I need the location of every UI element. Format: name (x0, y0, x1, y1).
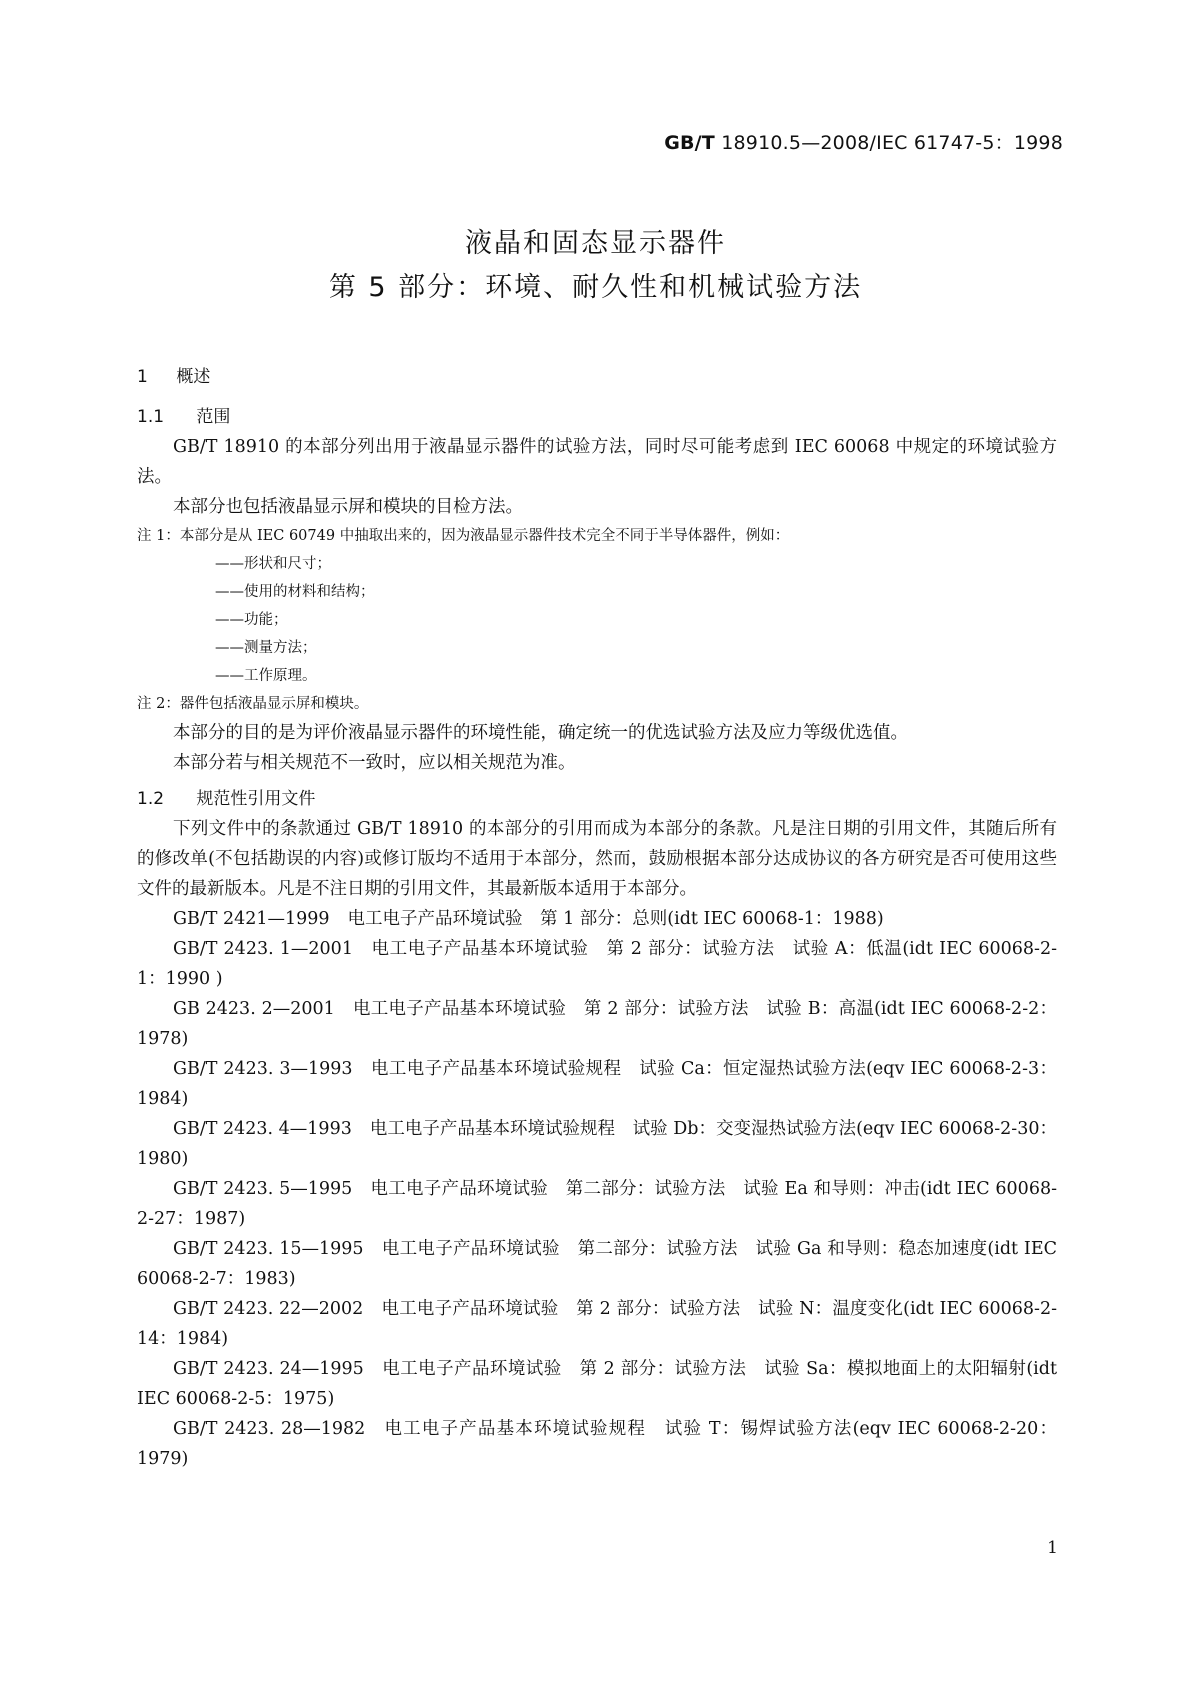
reference-title: 电工电子产品环境试验 第 2 部分：试验方法 试验 Sa：模拟地面上的太阳辐射(idt IEC 60068-2-5：1975) (137, 1359, 1058, 1409)
page-number: 1 (1047, 1538, 1058, 1558)
note-list-item: ——形状和尺寸； (215, 556, 331, 572)
section-heading-1-2 (137, 784, 1057, 814)
note-list-item: ——测量方法； (215, 640, 317, 656)
reference-code: GB/T 2423. 3—1993 (173, 1059, 353, 1079)
reference-list (137, 904, 1057, 1474)
reference-code: GB/T 2423. 28—1982 (173, 1419, 366, 1439)
paragraph-normative-refs: 下列文件中的条款通过 GB/T 18910 的本部分的引用而成为本部分的条款。凡是注日期的引用文件，其随后所有的修改单(不包括勘误的内容)或修订版均不适用于本部分，然而，鼓励根据本部分达成协议的各方研究是否可使用这些文件的最新版本。凡是不注日期的引用文件，其最新版本适用于本部分。 (137, 819, 1057, 899)
standard-code-prefix: GB/T (664, 132, 715, 154)
section-number: 1.1 (137, 407, 165, 427)
note-list-item: ——功能； (215, 612, 288, 628)
note-1-list (137, 550, 1057, 690)
reference-item (137, 994, 1057, 1054)
document-body (137, 362, 1057, 1474)
reference-code: GB/T 2423. 5—1995 (173, 1179, 353, 1199)
reference-code: GB/T 2423. 22—2002 (173, 1299, 364, 1319)
title-line-1: 液晶和固态显示器件 (465, 228, 726, 259)
reference-item (137, 904, 1057, 934)
reference-title: 电工电子产品基本环境试验规程 试验 Db：交变湿热试验方法(eqv IEC 60068-2-30：1980) (137, 1119, 1057, 1169)
reference-item (137, 934, 1057, 994)
section-heading-1-1 (137, 402, 1057, 432)
reference-code: GB/T 2423. 24—1995 (173, 1359, 364, 1379)
note-list-item: ——工作原理。 (215, 668, 317, 684)
document-title (0, 222, 1191, 310)
reference-code: GB/T 2423. 15—1995 (173, 1239, 364, 1259)
paragraph-scope-2: 本部分也包括液晶显示屏和模块的目检方法。 (173, 497, 523, 517)
paragraph-scope-4: 本部分若与相关规范不一致时，应以相关规范为准。 (173, 753, 576, 773)
title-line-2: 第 5 部分：环境、耐久性和机械试验方法 (328, 272, 863, 303)
standard-code-number: 18910.5—2008/IEC 61747-5：1998 (721, 132, 1063, 154)
paragraph-scope-3: 本部分的目的是为评价液晶显示器件的环境性能，确定统一的优选试验方法及应力等级优选值。 (173, 723, 908, 743)
reference-title: 电工电子产品基本环境试验 第 2 部分：试验方法 试验 A：低温(idt IEC 60068-2-1：1990 ) (137, 939, 1058, 989)
reference-title: 电工电子产品基本环境试验规程 试验 Ca：恒定湿热试验方法(eqv IEC 60068-2-3：1984) (137, 1059, 1057, 1109)
note-1: 注 1：本部分是从 IEC 60749 中抽取出来的，因为液晶显示器件技术完全不同于半导体器件，例如： (137, 528, 790, 544)
reference-item (137, 1354, 1057, 1414)
paragraph-scope-1: GB/T 18910 的本部分列出用于液晶显示器件的试验方法，同时尽可能考虑到 IEC 60068 中规定的环境试验方法。 (137, 437, 1057, 487)
reference-item (137, 1414, 1057, 1474)
reference-title: 电工电子产品环境试验 第 2 部分：试验方法 试验 N：温度变化(idt IEC 60068-2-14：1984) (137, 1299, 1057, 1349)
reference-item (137, 1114, 1057, 1174)
standard-code (664, 128, 1063, 155)
reference-title: 电工电子产品环境试验 第二部分：试验方法 试验 Ea 和导则：冲击(idt IEC 60068-2-27：1987) (137, 1179, 1058, 1229)
reference-title: 电工电子产品环境试验 第 1 部分：总则(idt IEC 60068-1：1988) (347, 909, 884, 929)
section-title: 规范性引用文件 (196, 789, 316, 809)
reference-title: 电工电子产品基本环境试验规程 试验 T：锡焊试验方法(eqv IEC 60068-2-20：1979) (137, 1419, 1058, 1469)
reference-code: GB/T 2423. 1—2001 (173, 939, 353, 959)
section-number: 1.2 (137, 789, 165, 809)
reference-item (137, 1294, 1057, 1354)
reference-item (137, 1054, 1057, 1114)
note-2: 注 2：器件包括液晶显示屏和模块。 (137, 696, 369, 712)
reference-code: GB/T 2423. 4—1993 (173, 1119, 352, 1139)
section-title: 范围 (196, 407, 231, 427)
reference-code: GB 2423. 2—2001 (173, 999, 335, 1019)
reference-item (137, 1234, 1057, 1294)
reference-title: 电工电子产品环境试验 第二部分：试验方法 试验 Ga 和导则：稳态加速度(idt IEC 60068-2-7：1983) (137, 1239, 1057, 1289)
reference-item (137, 1174, 1057, 1234)
reference-code: GB/T 2421—1999 (173, 909, 330, 929)
section-title: 概述 (176, 367, 211, 387)
section-number: 1 (137, 367, 148, 387)
reference-title: 电工电子产品基本环境试验 第 2 部分：试验方法 试验 B：高温(idt IEC 60068-2-2：1978) (137, 999, 1057, 1049)
note-list-item: ——使用的材料和结构； (215, 584, 375, 600)
section-heading-1 (137, 362, 1057, 392)
